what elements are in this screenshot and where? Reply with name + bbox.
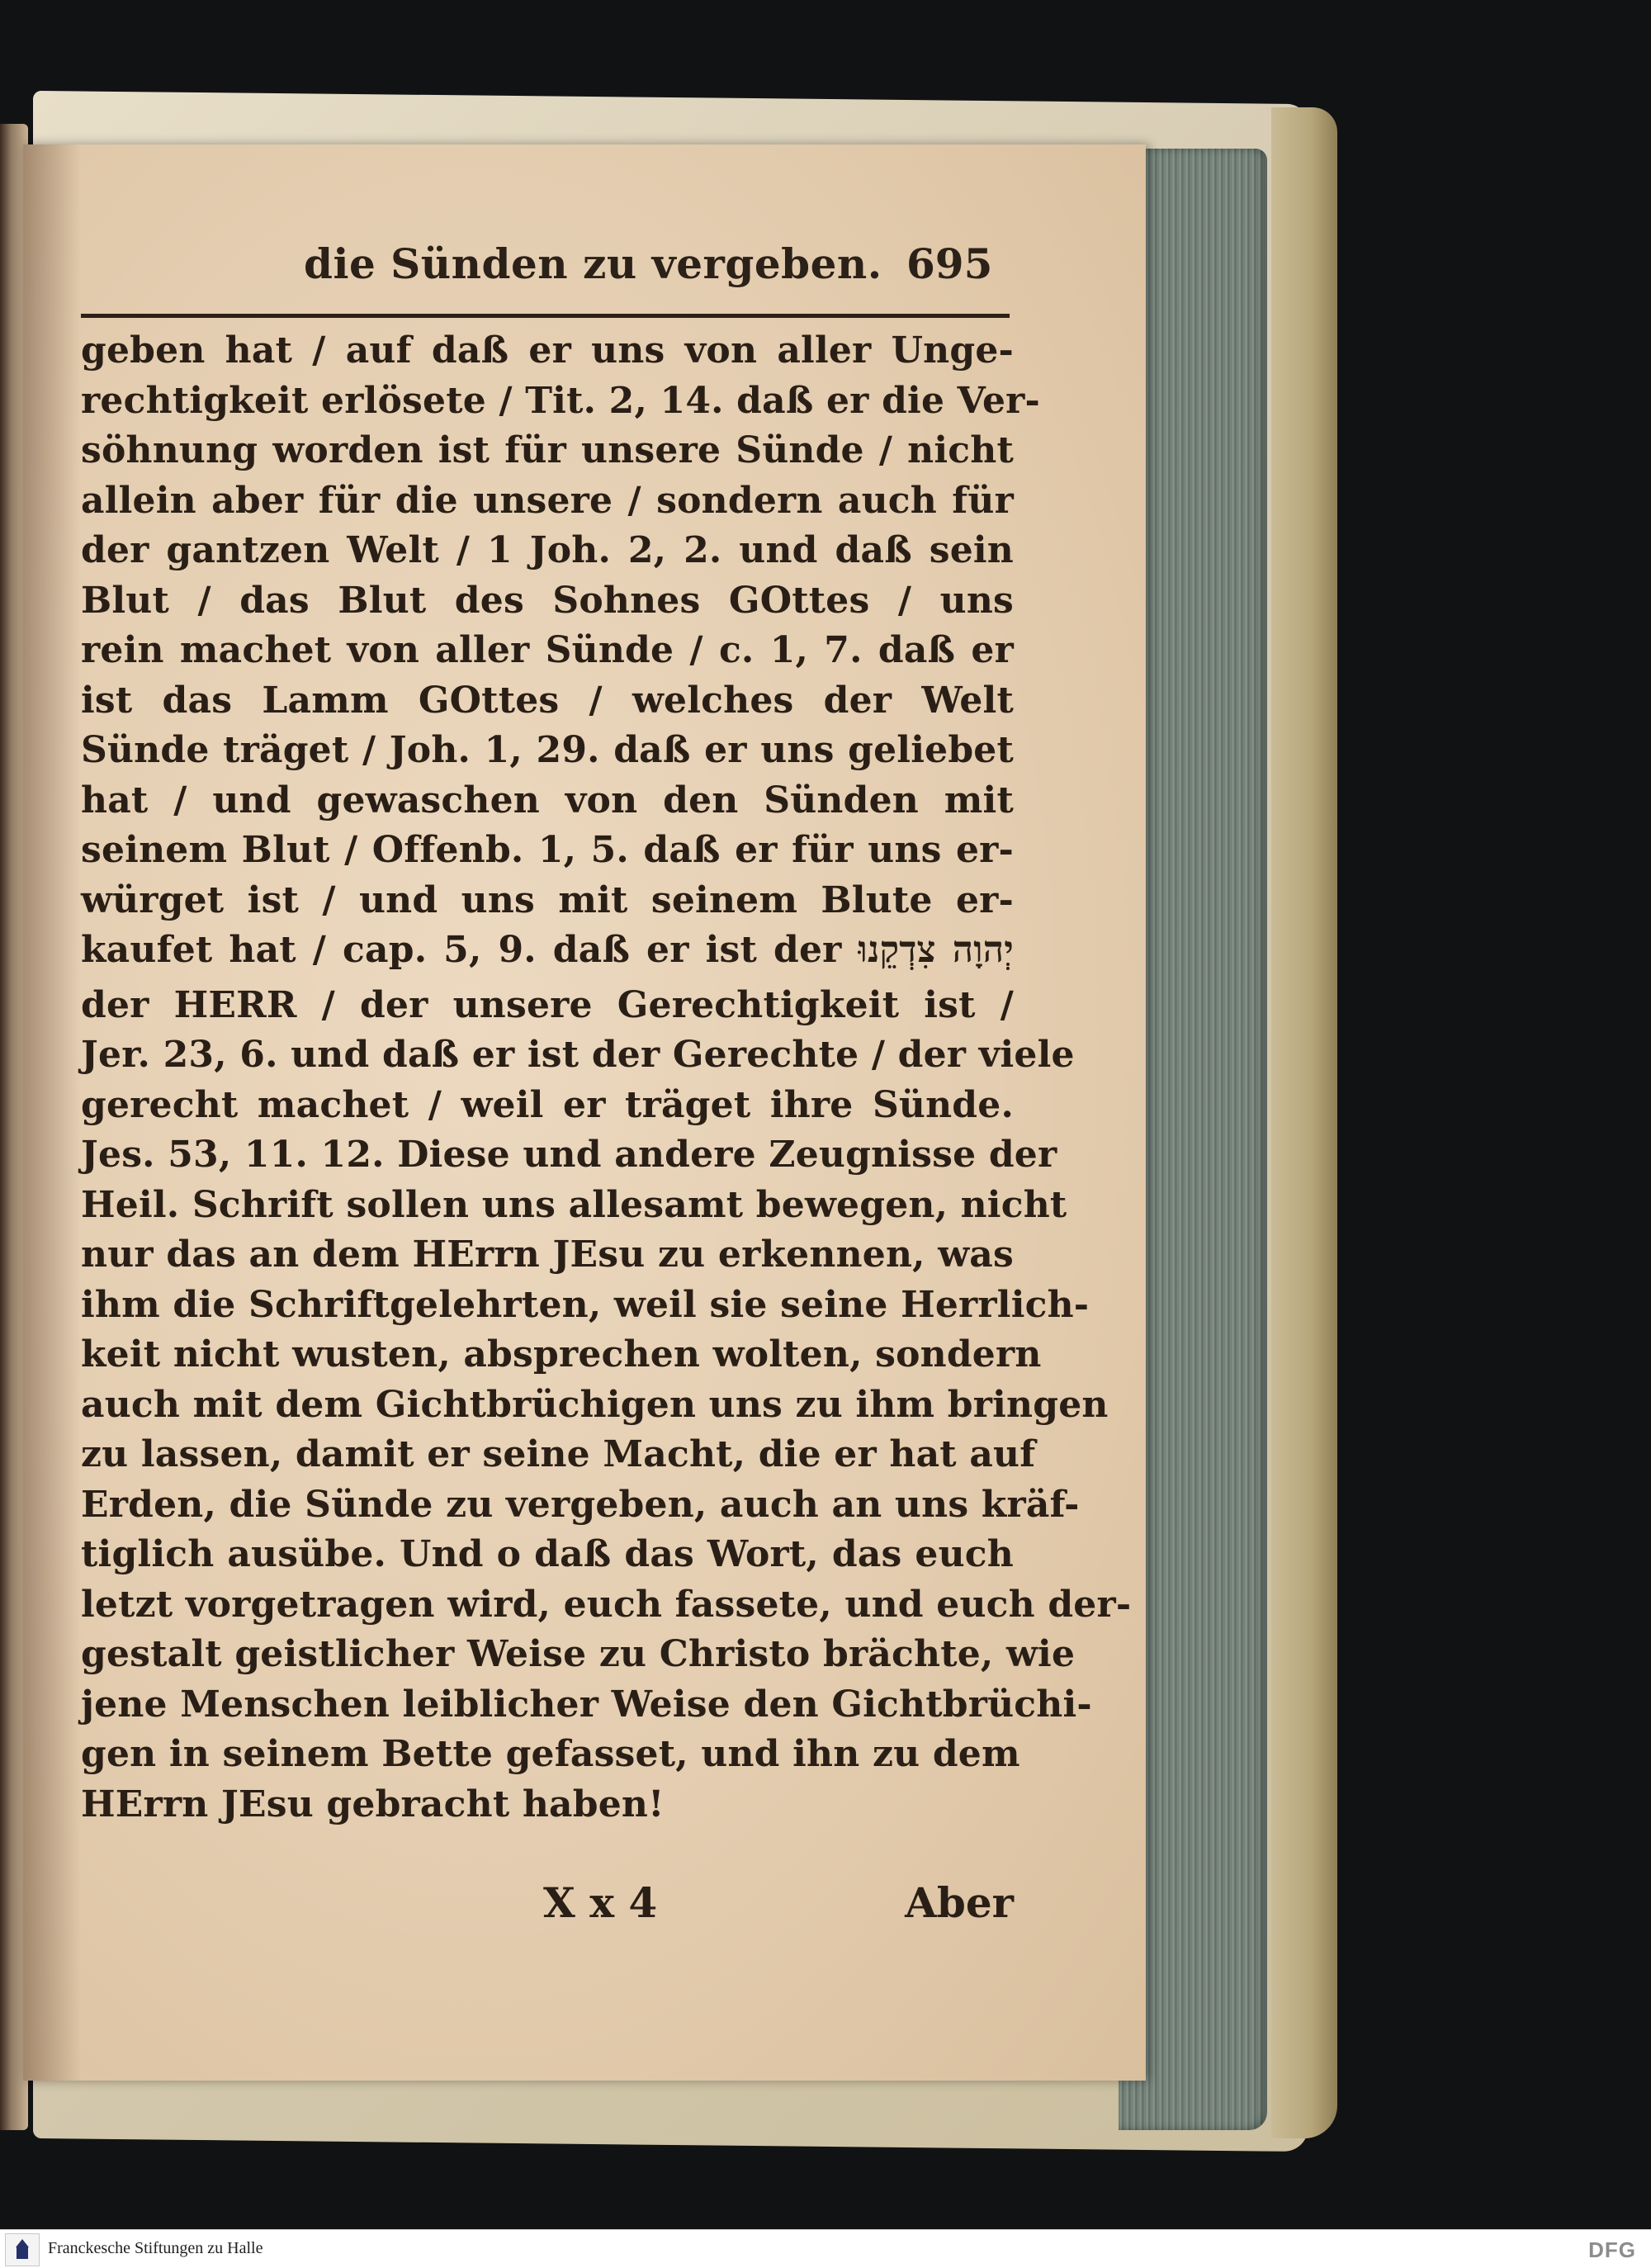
institution-name[interactable]: Franckesche Stiftungen zu Halle	[48, 2239, 263, 2257]
text-line: rein machet von aller Sünde / c. 1, 7. daß er	[81, 629, 1014, 671]
text-line: Blut / das Blut des Sohnes GOttes / uns	[81, 579, 1014, 622]
page-header	[279, 239, 1022, 297]
text-line: gen in seinem Bette gefasset, und ihn zu dem	[81, 1733, 1020, 1775]
text-line: nur das an dem HErrn JEsu zu erkennen, was	[81, 1233, 1014, 1276]
text-line: seinem Blut / Offenb. 1, 5. daß er für uns er-	[81, 829, 1014, 871]
text-line: jene Menschen leiblicher Weise den Gichtbrüchi-	[81, 1683, 1092, 1726]
text-line: gestalt geistlicher Weise zu Christo brächte, wie	[81, 1633, 1076, 1675]
header-rule	[81, 314, 1010, 318]
text-line: gerecht machet / weil er träget ihre Sünde.	[81, 1083, 1014, 1126]
text-line: Jer. 23, 6. und daß er ist der Gerechte / der viele	[81, 1034, 1075, 1076]
signature-mark: X x 4	[543, 1878, 658, 1927]
text-line: der gantzen Welt / 1 Joh. 2, 2. und daß sein	[81, 529, 1014, 571]
text-line: der HERR / der unsere Gerechtigkeit ist /	[81, 983, 1014, 1026]
logo-house	[17, 2247, 28, 2259]
cover-edge	[1271, 107, 1337, 2138]
text-line: kaufet hat / cap. 5, 9. daß er ist der יְהוָה צִדְקֵנוּ	[81, 929, 1014, 971]
text-line: söhnung worden ist für unsere Sünde / nicht	[81, 429, 1014, 471]
text-line: allein aber für die unsere / sondern auch für	[81, 479, 1014, 522]
book-page	[23, 144, 1146, 2081]
text-line: Erden, die Sünde zu vergeben, auch an uns kräf-	[81, 1483, 1080, 1526]
dfg-logo[interactable]: DFG	[1588, 2237, 1636, 2262]
text-line: Heil. Schrift sollen uns allesamt bewegen, nicht	[81, 1183, 1067, 1226]
text-line: keit nicht wusten, absprechen wolten, sondern	[81, 1333, 1042, 1375]
text-line: zu lassen, damit er seine Macht, die er hat auf	[81, 1433, 1036, 1475]
text-line: geben hat / auf daß er uns von aller Unge-	[81, 329, 1014, 372]
text-line: würget ist / und uns mit seinem Blute er-	[81, 878, 1014, 921]
body-text	[81, 326, 1132, 1830]
text-line: HErrn JEsu gebracht haben!	[81, 1783, 665, 1825]
catchword: Aber	[905, 1878, 1014, 1927]
spine-shadow	[23, 144, 81, 2081]
text-line: auch mit dem Gichtbrüchigen uns zu ihm bringen	[81, 1383, 1109, 1426]
text-line: ist das Lamm GOttes / welches der Welt	[81, 679, 1014, 722]
viewer-info-bar	[0, 2229, 1651, 2268]
francke-logo-icon[interactable]	[5, 2233, 40, 2266]
text-line: ihm die Schriftgelehrten, weil sie seine Herrlich-	[81, 1283, 1090, 1326]
text-line: Sünde träget / Joh. 1, 29. daß er uns geliebet	[81, 729, 1014, 771]
text-line: rechtigkeit erlösete / Tit. 2, 14. daß er die Ver-	[81, 379, 1041, 422]
running-head: die Sünden zu vergeben.	[304, 239, 882, 288]
text-line: Jes. 53, 11. 12. Diese und andere Zeugnisse der	[81, 1134, 1057, 1176]
text-line: letzt vorgetragen wird, euch fassete, und euch der-	[81, 1583, 1132, 1626]
text-line: hat / und gewaschen von den Sünden mit	[81, 779, 1014, 821]
page-footer	[81, 1878, 1014, 1936]
logo-roof	[16, 2239, 29, 2247]
text-line: tiglich ausübe. Und o daß das Wort, das euch	[81, 1533, 1014, 1575]
page-number: 695	[906, 239, 993, 288]
